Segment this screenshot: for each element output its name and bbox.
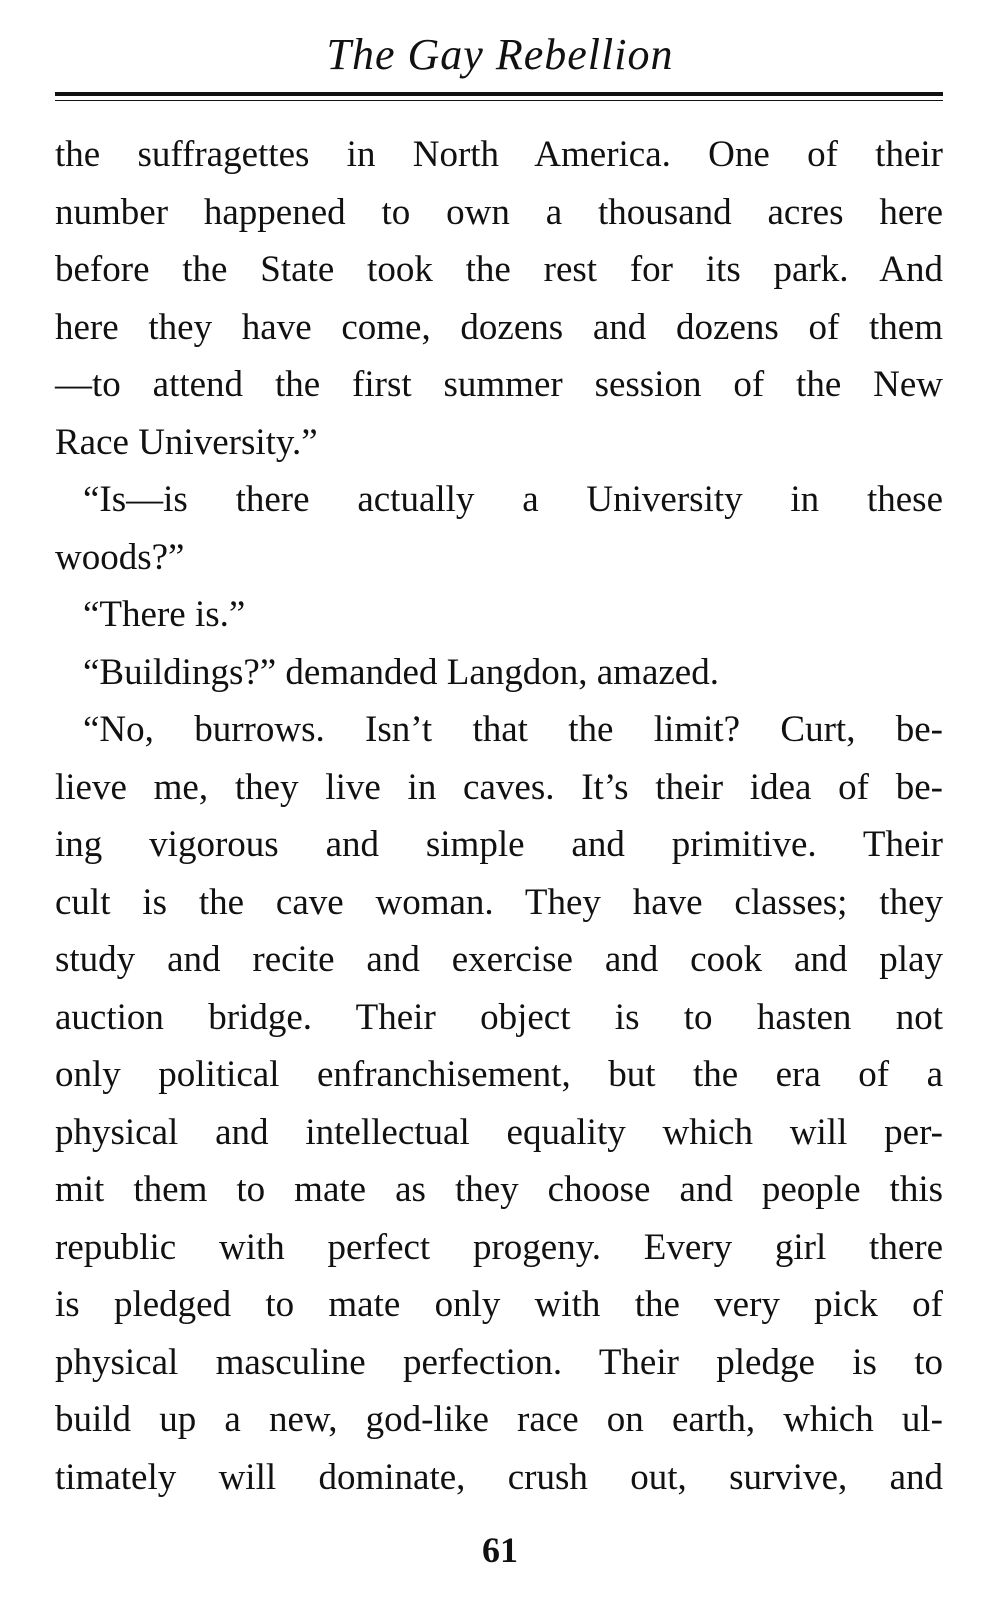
text-line: number happened to own a thousand acres here bbox=[55, 191, 943, 233]
text-line: mit them to mate as they choose and people this bbox=[55, 1169, 943, 1210]
text-line: before the State took the rest for its park. And bbox=[55, 249, 943, 290]
text-line: “Buildings?” demanded Langdon, amazed. bbox=[83, 651, 719, 693]
text-line: here they have come, dozens and dozens of them bbox=[55, 306, 943, 348]
text-line: cult is the cave woman. They have classes; they bbox=[55, 881, 943, 923]
header-rule-thin bbox=[55, 100, 943, 101]
text-line: republic with perfect progeny. Every girl there bbox=[55, 1226, 943, 1268]
text-line: —to attend the first summer session of the New bbox=[55, 364, 943, 405]
text-line: study and recite and exercise and cook and play bbox=[55, 939, 943, 980]
text-line: timately will dominate, crush out, survive, and bbox=[55, 1456, 943, 1498]
text-line: “There is.” bbox=[83, 594, 246, 635]
text-line: ing vigorous and simple and primitive. Their bbox=[55, 824, 943, 865]
page-number: 61 bbox=[482, 1530, 518, 1570]
text-line: lieve me, they live in caves. It’s their idea of be- bbox=[55, 766, 943, 808]
body-text bbox=[55, 126, 943, 1506]
text-line: build up a new, god-like race on earth, which ul- bbox=[55, 1399, 943, 1440]
text-line: “No, burrows. Isn’t that the limit? Curt, be- bbox=[83, 709, 943, 750]
running-title: The Gay Rebellion bbox=[326, 30, 674, 79]
text-line: physical and intellectual equality which will per- bbox=[55, 1111, 943, 1153]
header-rule-thick bbox=[55, 92, 943, 96]
text-line: physical masculine perfection. Their pledge is to bbox=[55, 1341, 943, 1383]
text-line: is pledged to mate only with the very pick of bbox=[55, 1284, 943, 1325]
text-line: Race University.” bbox=[55, 421, 318, 463]
text-line: “Is—is there actually a University in these bbox=[83, 479, 943, 520]
text-line: auction bridge. Their object is to hasten not bbox=[55, 996, 943, 1038]
text-line: woods?” bbox=[55, 536, 185, 578]
text-line: only political enfranchisement, but the era of a bbox=[55, 1054, 943, 1095]
text-line: the suffragettes in North America. One of their bbox=[55, 134, 943, 175]
